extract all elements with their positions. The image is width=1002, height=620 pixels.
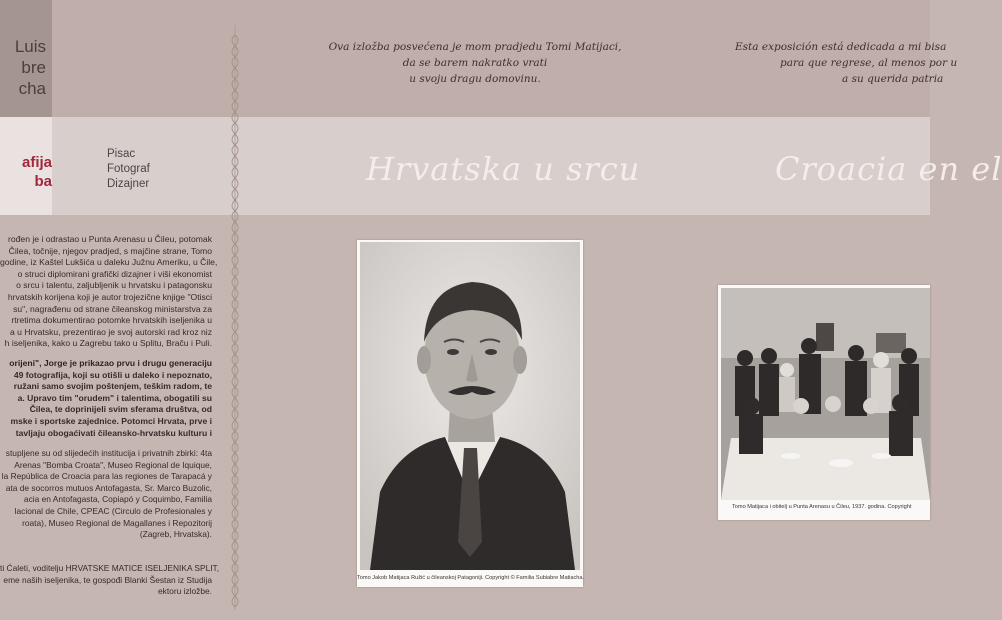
portrait-photo-frame — [357, 240, 583, 587]
bio-paragraph-3-line: roata), Museo Regional de Magallanes i Repozitorij — [22, 517, 212, 528]
biography-title-2: ba — [34, 173, 52, 190]
biography-paragraph-1 — [0, 234, 218, 350]
author-name-line-2: bre — [21, 58, 46, 77]
dedication-hr-line-2: da se barem nakratko vrati — [402, 57, 548, 69]
portrait-caption: Tomo Jakob Matijaca Ružić u čileanskoj Patagoniji. Copyright © Familia Subiabre Matiacha. — [357, 575, 585, 581]
bio-paragraph-1-line: rođen je i odrastao u Punta Arenasu u Čileu, potomak — [8, 234, 212, 244]
family-illustration — [721, 288, 930, 500]
portrait-illustration — [360, 242, 580, 570]
biography-paragraph-4 — [0, 563, 220, 598]
dedication-es-line-3: a su querida patria — [842, 73, 944, 85]
author-name-line-1: Luis — [14, 37, 46, 56]
exhibition-title-spanish: Croacia en el — [775, 150, 1002, 188]
bio-paragraph-2-line: ružani samo svojim poštenjem, teškim radom, te — [13, 381, 212, 392]
role-designer: Dizajner — [107, 178, 150, 190]
dedication-spanish — [735, 39, 958, 87]
role-writer: Pisac — [107, 148, 136, 160]
dedication-hr-line-1: Ova izložba posvećena je mom pradjedu Tomi Matijaci, — [328, 41, 622, 53]
bio-paragraph-2-line: Čilea, te doprinijeli svim sferama društva, od — [29, 404, 212, 415]
bio-paragraph-1-line: su", nagrađenu od strane čileanskog ministarstva za — [13, 303, 212, 314]
dedication-hr-line-3: u svoju dragu domovinu. — [409, 73, 541, 85]
exhibition-title-croatian: Hrvatska u srcu — [366, 150, 641, 188]
bio-paragraph-2-line: orijeni", Jorge je prikazao prvu i drugu generaciju — [9, 358, 212, 368]
biography-paragraph-2 — [0, 358, 212, 439]
bio-paragraph-4-line: eme naših iseljenika, te gospođi Blanki Šestan iz Studija — [3, 574, 212, 585]
biography-paragraph-3 — [0, 448, 212, 541]
bio-paragraph-2-line: tavljaju obogaćivati čileansko-hrvatsku kulturu i — [15, 427, 212, 438]
author-name-panel — [0, 0, 52, 117]
bio-paragraph-2-line: mske i sportske zajednice. Potomci Hrvata, prve i — [10, 415, 212, 426]
bio-paragraph-3-line: Arenas "Bomba Croata", Museo Regional de Iquique, — [14, 459, 212, 470]
bio-paragraph-3-line: ata de socorros mutuos Antofagasta, Sr. Marco Buzolic, — [5, 482, 212, 493]
author-name-line-3: cha — [18, 79, 46, 98]
bio-paragraph-1-line: godine, iz Kaštel Lukšića u daleku Južnu Ameriku, u Čile, — [0, 257, 218, 268]
bio-paragraph-2-line: a. Upravo tim "orudem" i talentima, obogatili su — [17, 392, 212, 403]
dedication-es-line-1: Esta exposición está dedicada a mi bisa — [735, 41, 947, 53]
portrait-photo — [360, 242, 580, 570]
family-caption: Tomo Matijaca i obitelj u Punta Arenasu u Čileu, 1937. godina. Copyright — [732, 504, 912, 510]
ornamental-divider — [229, 25, 241, 610]
family-photo — [721, 288, 930, 500]
dedication-croatian — [320, 39, 630, 87]
bio-paragraph-3-line: stupljene su od slijedećih institucija i privatnih zbirki: 4ta — [5, 448, 212, 458]
bio-paragraph-4-line: ti Ćaleti, voditelju HRVATSKE MATICE ISELJENIKA SPLIT, — [0, 563, 220, 573]
bio-paragraph-4-line: ektoru izložbe. — [158, 586, 212, 597]
bio-paragraph-2-line: 49 fotografija, koji su otišli u daleko i nepoznato, — [13, 369, 212, 380]
bio-paragraph-1-line: o srcu i talentu, zaljubljenik u hrvatsku i patagonsku — [16, 280, 212, 291]
bio-paragraph-3-line: (Zagreb, Hrvatska). — [139, 529, 212, 540]
biography-title-1: afija — [21, 154, 52, 171]
family-photo-frame — [718, 285, 930, 520]
bio-paragraph-3-line: la República de Croacia para las regiones de Tarapacá y — [1, 471, 212, 482]
bio-paragraph-1-line: hrvatskih korijena koji je autor trojezične knjige "Otisci — [7, 291, 212, 302]
bio-paragraph-1-line: a u Hrvatsku, prezentirao je svoj autorski rad kroz niz — [9, 326, 212, 337]
bio-paragraph-1-line: h iseljenika, kako u Zagrebu tako u Splitu, Braču i Puli. — [4, 338, 212, 349]
bio-paragraph-1-line: rtretima dokumentirao potomke hrvatskih iseljenika u — [11, 315, 212, 326]
bio-paragraph-3-line: acia en Antofagasta, Copiapó y Coquimbo, Familia — [23, 494, 212, 505]
bio-paragraph-1-line: Čilea, točnije, njegov pradjed, s majčine strane, Tomo — [8, 245, 212, 256]
dedication-es-line-2: para que regrese, al menos por u — [780, 57, 958, 69]
role-photographer: Fotograf — [107, 163, 150, 175]
bio-paragraph-1-line: o struci diplomirani grafički dizajner i viši ekonomist — [17, 268, 212, 279]
bio-paragraph-3-line: lacional de Chile, CPEAC (Circulo de Profesionales y — [14, 505, 212, 516]
